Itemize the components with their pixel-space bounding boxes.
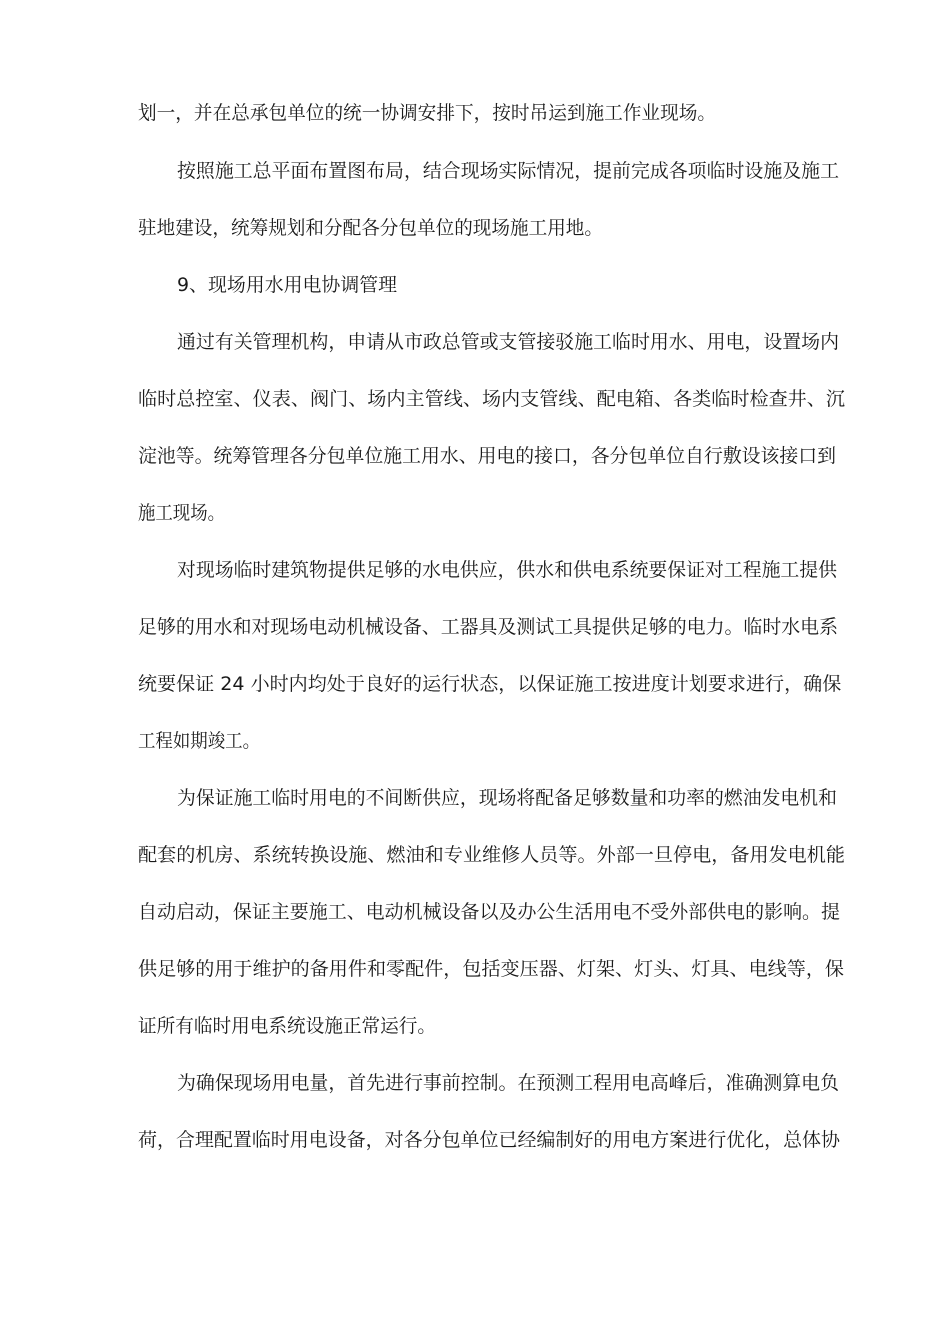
line-6: 临时总控室、仪表、阀门、场内主管线、场内支管线、配电箱、各类临时检查井、沉: [138, 388, 846, 410]
section-heading: 9、现场用水用电协调管理: [177, 274, 398, 296]
line-7: 淀池等。统筹管理各分包单位施工用水、用电的接口，各分包单位自行敷设该接口到: [138, 445, 837, 467]
line-17: 证所有临时用电系统设施正常运行。: [138, 1015, 437, 1037]
line-14: 配套的机房、系统转换设施、燃油和专业维修人员等。外部一旦停电，备用发电机能: [138, 844, 846, 866]
line-15: 自动启动，保证主要施工、电动机械设备以及办公生活用电不受外部供电的影响。提: [138, 901, 841, 923]
line-16: 供足够的用于维护的备用件和零配件，包括变压器、灯架、灯头、灯具、电线等，保: [138, 958, 845, 980]
line-3: 驻地建设，统筹规划和分配各分包单位的现场施工用地。: [138, 217, 604, 239]
line-18: 为确保现场用电量，首先进行事前控制。在预测工程用电高峰后，准确测算电负: [177, 1072, 840, 1094]
line-11: 统要保证 24 小时内均处于良好的运行状态，以保证施工按进度计划要求进行，确保: [138, 673, 842, 695]
line-1: 划一，并在总承包单位的统一协调安排下，按时吊运到施工作业现场。: [138, 102, 717, 124]
line-5: 通过有关管理机构，申请从市政总管或支管接驳施工临时用水、用电，设置场内: [177, 331, 840, 353]
line-13: 为保证施工临时用电的不间断供应，现场将配备足够数量和功率的燃油发电机和: [177, 787, 838, 809]
line-10: 足够的用水和对现场电动机械设备、工器具及测试工具提供足够的电力。临时水电系: [138, 616, 839, 638]
line-2: 按照施工总平面布置图布局，结合现场实际情况，提前完成各项临时设施及施工: [177, 160, 840, 182]
line-8: 施工现场。: [138, 502, 226, 524]
line-12: 工程如期竣工。: [138, 730, 261, 752]
line-9: 对现场临时建筑物提供足够的水电供应，供水和供电系统要保证对工程施工提供: [177, 559, 838, 581]
line-19: 荷，合理配置临时用电设备，对各分包单位已经编制好的用电方案进行优化，总体协: [138, 1129, 841, 1151]
